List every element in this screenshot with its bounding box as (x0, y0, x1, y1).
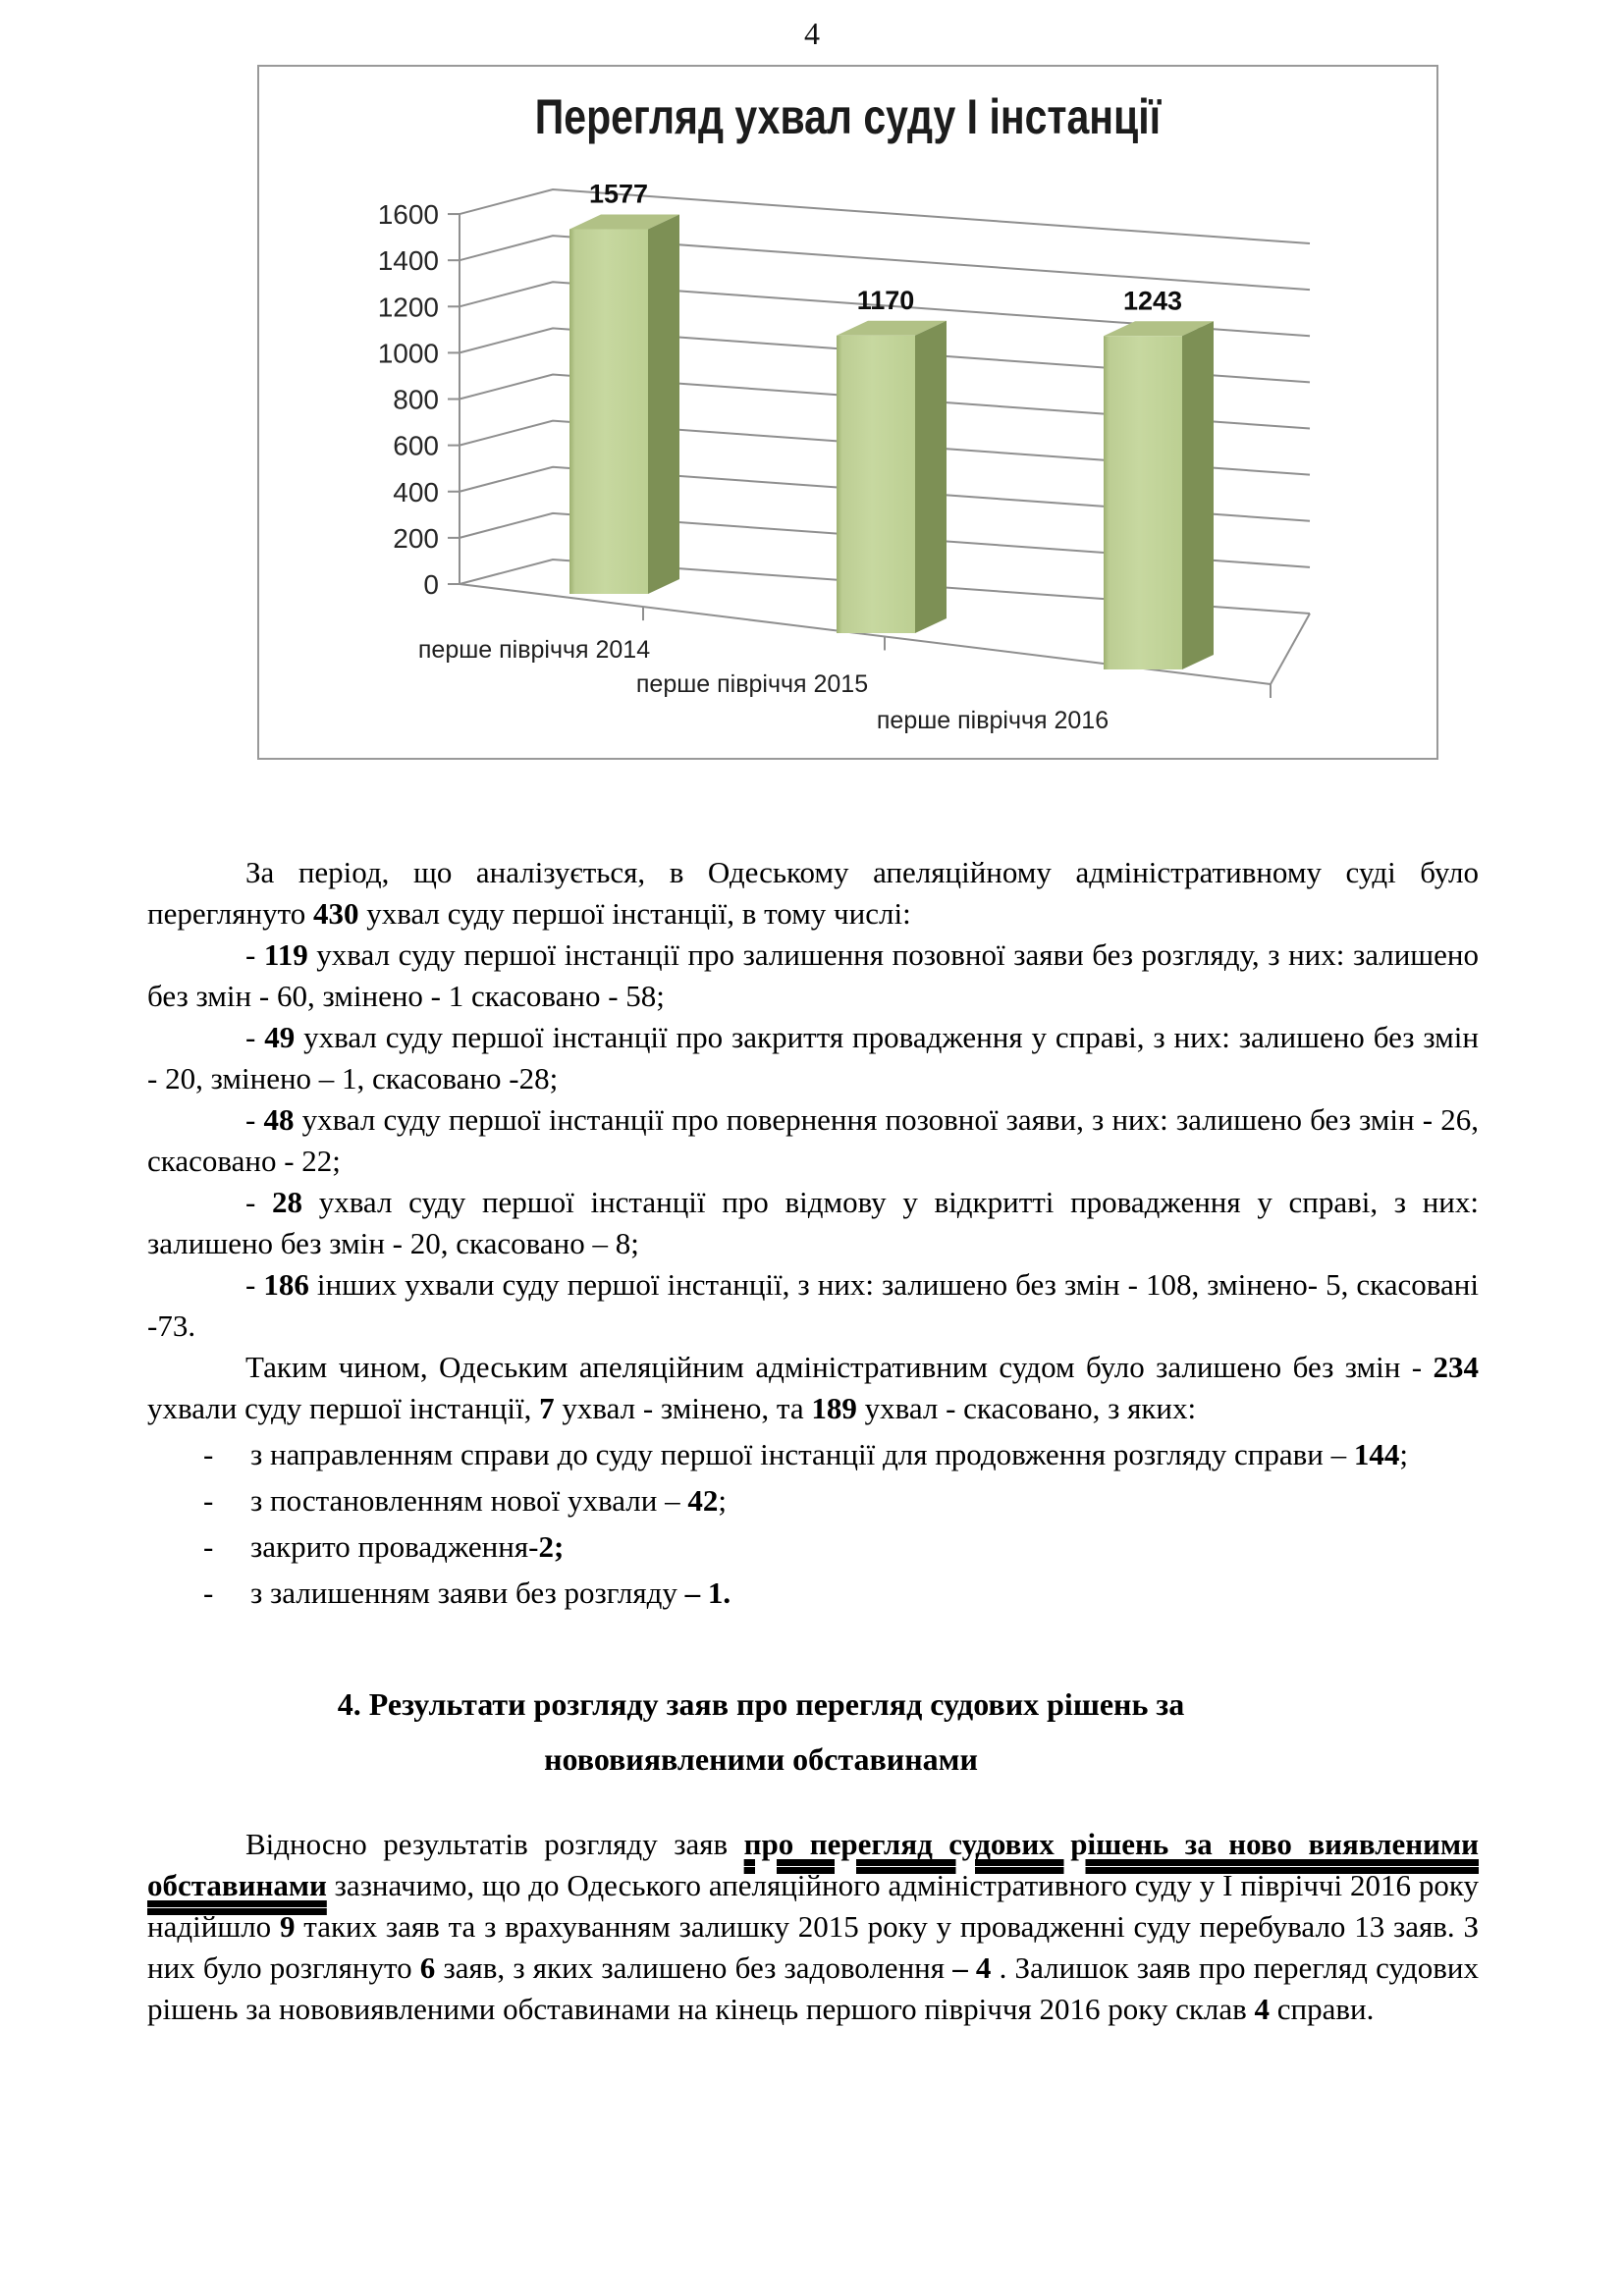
text-run: з направленням справи до суду першої інстанції для продовження розгляду справи – (250, 1437, 1354, 1471)
bar-value-label: 1243 (1122, 286, 1183, 316)
category-label: перше півріччя 2015 (635, 670, 869, 698)
y-tick-label: 600 (393, 430, 439, 461)
list-item (147, 1480, 1479, 1522)
chart-plot (378, 179, 1310, 734)
y-tick-label: 800 (393, 384, 439, 415)
text-run: - (245, 1102, 264, 1137)
text-run: – 1. (684, 1575, 731, 1610)
list-item (147, 1526, 1479, 1568)
text-run: За період, що аналізується, в Одеському апеляційному адміністративному суді було переглянуто (147, 855, 1479, 931)
category-label: перше півріччя 2014 (417, 636, 651, 664)
text-run: закрито провадження- (250, 1529, 539, 1564)
text-run: ухвали суду першої інстанції, (147, 1391, 540, 1425)
text-run: 4. Результати розгляду заяв про перегляд судових рішень за нововиявленими обставинами (337, 1686, 1185, 1777)
text-run: зазначимо, що до Одеського апеляційного адміністративного суду у І півріччі 2016 року надійшло (147, 1868, 1479, 1944)
text-run: 49 (264, 1020, 296, 1054)
category-label: перше півріччя 2016 (876, 707, 1110, 734)
text-run: інших ухвали суду першої інстанції, з них: залишено без змін - 108, змінено- 5, скасовані -73. (147, 1267, 1479, 1343)
text-run: заяв, з яких залишено без задоволення (435, 1950, 953, 1985)
text-run: 9 (279, 1909, 296, 1944)
text-run: з залишенням заяви без розгляду (250, 1575, 685, 1610)
list-item (147, 1434, 1479, 1475)
text-run: 7 (539, 1391, 555, 1425)
text-run: ухвал суду першої інстанції про залишення позовної заяви без розгляду, з них: залишено без змін - 60, змінено - 1 скасовано - 58; (147, 937, 1480, 1013)
text-run: ухвал - змінено, та (554, 1391, 812, 1425)
chart-title: Перегляд ухвал суду І інстанції (534, 89, 1162, 144)
list-bullet: - (203, 1437, 214, 1471)
text-run: 28 (272, 1185, 303, 1219)
text-run: ; (718, 1483, 727, 1518)
text-run: 48 (263, 1102, 295, 1137)
bar-side-face (915, 321, 947, 633)
paragraph (147, 1017, 1479, 1099)
list-item (147, 1573, 1479, 1614)
text-run: з постановленням нової ухвали – (250, 1483, 688, 1518)
text-run: . Залишок заяв про перегляд судових рішень за нововиявленими обставинами на кінець першого півріччя 2016 року склав (147, 1950, 1479, 2026)
text-run: таких заяв та з врахуванням залишку 2015 року у провадженні суду перебувало 13 заяв. З них було розглянуто (147, 1909, 1479, 1985)
bar (1104, 336, 1182, 669)
y-tick-label: 0 (423, 569, 439, 600)
text-run: - (245, 1185, 273, 1219)
text-run: 6 (419, 1950, 436, 1985)
paragraph (147, 1099, 1479, 1182)
document-body (147, 852, 1479, 2030)
page-number: 4 (804, 16, 820, 51)
floor-right-edge (1271, 614, 1310, 684)
text-run: 144 (1353, 1437, 1400, 1471)
text-run: Таким чином, Одеським апеляційним адміністративним судом було залишено без змін - (245, 1350, 1434, 1384)
y-tick-label: 1400 (377, 245, 439, 277)
chart-figure (257, 65, 1438, 760)
paragraph (147, 852, 1479, 934)
list-bullet: - (203, 1529, 214, 1564)
text-run: - (245, 1267, 264, 1302)
text-run: 42 (687, 1483, 719, 1518)
paragraph (147, 934, 1479, 1017)
bar-side-face (648, 214, 679, 594)
text-run: 234 (1433, 1350, 1479, 1384)
paragraph (147, 1264, 1479, 1347)
paragraph (147, 1347, 1479, 1429)
list-bullet: - (203, 1575, 214, 1610)
y-tick-label: 400 (393, 476, 439, 507)
text-run: Відносно результатів розгляду заяв (245, 1827, 744, 1861)
text-run: 2; (538, 1529, 565, 1564)
text-run: ухвал - скасовано, з яких: (856, 1391, 1197, 1425)
bar-value-label: 1170 (856, 285, 915, 315)
bar-value-label: 1577 (588, 179, 649, 209)
text-run: 189 (811, 1391, 857, 1425)
text-run: 430 (312, 896, 359, 931)
text-run: 4 (1254, 1992, 1271, 2026)
bar-side-face (1182, 321, 1214, 669)
y-tick-label: 1000 (377, 338, 439, 369)
text-run: – 4 (952, 1950, 992, 1985)
bar-chart-svg (259, 151, 1436, 740)
text-run: ухвал суду першої інстанції про закриття провадження у справі, з них: залишено без змін - 20, змінено – 1, скасовано -28; (147, 1020, 1479, 1095)
text-run: ; (1399, 1437, 1408, 1471)
bar (837, 336, 915, 633)
text-run: - (245, 1020, 265, 1054)
paragraph (147, 1824, 1479, 2030)
text-run: про перегляд судових рішень за ново виявленими обставинами (147, 1827, 1480, 1902)
text-run: ухвал суду першої інстанції, в тому числі: (358, 896, 911, 931)
text-run: ухвал суду першої інстанції про відмову у відкритті провадження у справі, з них: залишено без змін - 20, скасовано – 8; (147, 1185, 1479, 1260)
list-bullet: - (203, 1483, 214, 1518)
text-run: справи. (1270, 1992, 1375, 2026)
y-tick-label: 1600 (377, 199, 439, 231)
text-run: 186 (263, 1267, 309, 1302)
text-run: ухвал суду першої інстанції про повернення позовної заяви, з них: залишено без змін - 26, скасовано - 22; (147, 1102, 1479, 1178)
y-tick-label: 200 (393, 522, 439, 554)
text-run: - (245, 937, 264, 972)
y-tick-label: 1200 (377, 292, 439, 323)
text-run: 119 (263, 937, 308, 972)
bar (569, 229, 648, 594)
section-heading (250, 1677, 1272, 1787)
paragraph (147, 1182, 1479, 1264)
